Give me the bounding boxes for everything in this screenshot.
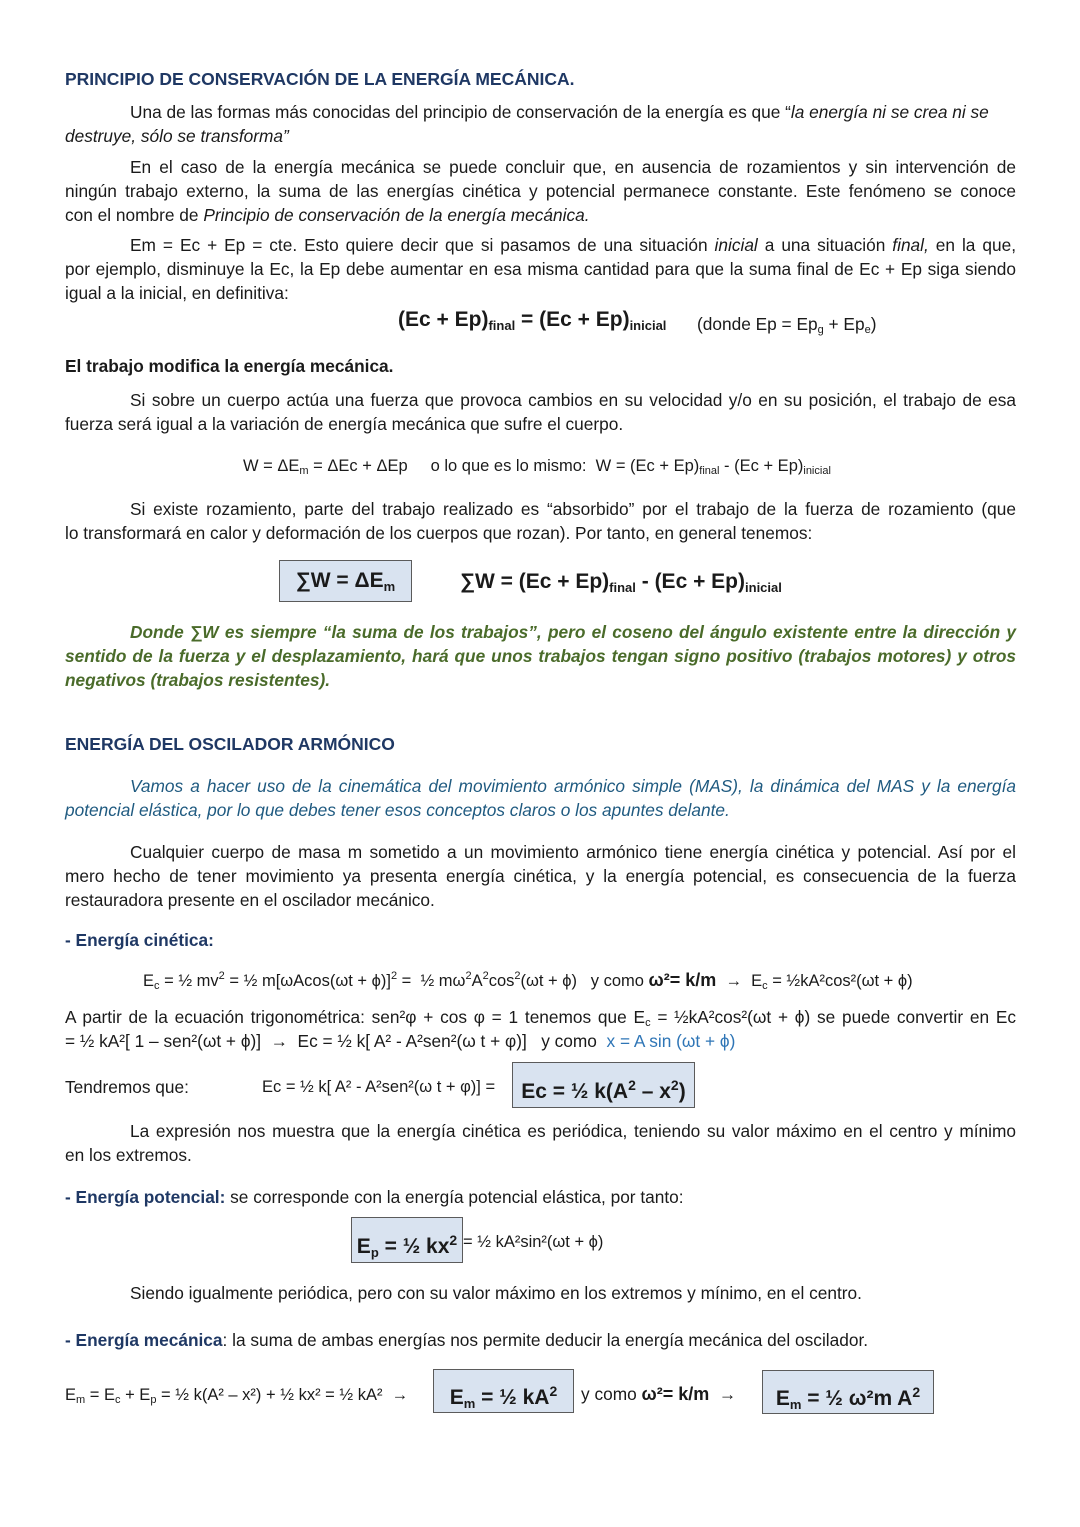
eq-part: → E [716,972,763,990]
eq-part: (donde Ep = Ep [697,314,818,334]
eq-part: = (Ec + Ep) [515,308,630,331]
text: Em = Ec + Ep = cte. Esto quiere decir que si pasamos de una situación [130,235,715,255]
paragraph-line: igual a la inicial, en definitiva: [65,283,289,303]
paragraph-line: en los extremos. [65,1145,192,1165]
eq-part: (ωt + ϕ) y como [520,972,649,990]
eq-sup: 2 [482,970,489,982]
eq-part: ∑W = ΔE [295,569,384,592]
text: a una situación [757,235,893,255]
eq-sup: 2 [514,970,521,982]
paragraph-line [130,100,989,124]
box-mechanical-2 [762,1370,934,1414]
eq-sup: 2 [218,970,225,982]
eq-sup: 2 [465,970,472,982]
eq-sub: p [370,1245,379,1260]
label-mechanical-energy: - Energía mecánica [65,1330,223,1350]
text: = ½ kA²[ 1 – sen²(ωt + ϕ)] → Ec = ½ k[ A² - A²sen²(ω t + φ)] y como [65,1031,607,1051]
eq-part: = ½ ω²m A [801,1387,913,1410]
eq-sub: m [383,579,396,594]
box-potential [351,1217,463,1263]
eq-part: = ½ k(A² – x²) + ½ kx² = ½ kA² → [156,1386,409,1404]
eq-part: – x [635,1080,671,1103]
equation-note [697,312,876,342]
eq-sub: e [864,324,871,336]
eq-part: = ΔEc + ΔEp o lo que es lo mismo: W = (Ec + Ep) [308,457,700,475]
eq-sub: final [699,465,720,477]
eq-part: = ½ kA [475,1386,550,1409]
section-title-conservation: PRINCIPIO DE CONSERVACIÓN DE LA ENERGÍA MECÁNICA. [65,69,575,89]
paragraph-line: restauradora presente en el oscilador mecánico. [65,890,435,910]
paragraph-line [130,233,1016,257]
quote-text: la energía ni se crea ni se [790,102,989,122]
eq-part: = ½ m[ωAcos(ωt + ϕ)] [224,972,391,990]
eq-part: - (Ec + Ep) [719,457,804,475]
eq-part: + E [120,1386,151,1404]
eq-sub: final [609,580,636,595]
eq-part: - (Ec + Ep) [635,570,746,593]
eq-part: ) [678,1080,686,1103]
label-potential-energy: - Energía potencial: [65,1187,226,1207]
text: : la suma de ambas energías nos permite deducir la energía mecánica del oscilador. [222,1330,869,1350]
paragraph-line: destruye, sólo se transforma” [65,126,289,146]
equation-conservation [398,308,666,338]
eq-sub: inicial [803,465,831,477]
text: se corresponde con la energía potencial elástica, por tanto: [225,1187,684,1207]
paragraph-line: lo transformará en calor y deformación de los cuerpos que rozan). Por tanto, en general tenemos: [65,523,813,543]
eq-part: ω²= k/m [648,970,717,990]
eq-sup: 2 [628,1077,636,1093]
eq-part: = ½ mv [159,972,219,990]
eq-part: ∑W = (Ec + Ep) [460,570,610,593]
eq-part: = ½ mω [397,972,466,990]
paragraph-line: Si existe rozamiento, parte del trabajo realizado es “absorbido” por el trabajo de la fuerza de rozamiento (que [130,499,1016,519]
eq-sub: m [789,1397,802,1412]
eq-sub: c [115,1394,121,1406]
text: final, [892,235,929,255]
section-title-oscillator: ENERGÍA DEL OSCILADOR ARMÓNICO [65,734,395,754]
eq-sub: m [463,1396,476,1411]
eq-part: y como [581,1384,642,1404]
paragraph-line: ningún trabajo externo, la suma de las energías cinética y potencial permanece constante. Este fenómeno se conoce [65,181,1016,201]
paragraph-line: La expresión nos muestra que la energía cinética es periódica, teniendo su valor máximo en el centro y mínimo [130,1121,1016,1141]
text: con el nombre de [65,205,204,225]
intro-line: Vamos a hacer uso de la cinemática del movimiento armónico simple (MAS), la dinámica del MAS y la energía [130,776,1016,796]
paragraph-line [65,203,590,227]
paragraph-line: Siendo igualmente periódica, pero con su valor máximo en los extremos y mínimo, en el centro. [130,1283,862,1303]
equation-tendremos: Ec = ½ k[ A² - A²sen²(ω t + φ)] = [262,1078,496,1096]
equation-work [243,454,831,483]
eq-part: = ½kA²cos²(ωt + ϕ) [767,972,913,990]
eq-sub: final [488,318,516,333]
text: = ½kA²cos²(ωt + ϕ) se puede convertir en Ec [650,1007,1016,1027]
equation-kinetic [143,964,913,998]
eq-sup: 2 [912,1384,921,1400]
eq-part: = ½ kx [378,1235,450,1258]
box-kinetic-result [512,1062,695,1108]
box-mechanical-1 [433,1369,574,1413]
section-title-work: El trabajo modifica la energía mecánica. [65,356,394,376]
eq-sub: inicial [629,318,667,333]
text: x = A sin (ωt + ϕ) [606,1031,736,1051]
eq-part: E [449,1386,464,1409]
label-kinetic-energy: - Energía cinética: [65,930,214,950]
eq-part: cos [488,972,515,990]
eq-sub: c [645,1017,651,1029]
paragraph-line: fuerza será igual a la variación de energía mecánica que sufre el cuerpo. [65,414,624,434]
text: A partir de la ecuación trigonométrica: sen²φ + cos φ = 1 tenemos que E [65,1007,646,1027]
eq-sub: inicial [745,580,782,595]
eq-sup: 2 [549,1383,558,1399]
note-line: negativos (trabajos resistentes). [65,670,331,690]
eq-part: → [709,1384,737,1404]
eq-sub: c [154,980,160,992]
eq-part: ω²= k/m [641,1384,710,1404]
equation-condition [581,1382,736,1406]
eq-part: A [471,972,483,990]
eq-part: (Ec + Ep) [398,308,489,331]
note-line: sentido de la fuerza y el desplazamiento, hará que unos trabajos tengan signo positivo (trabajos motores) y otros [65,646,1016,666]
equation-mechanical [65,1383,408,1412]
eq-sub: g [817,324,824,336]
equation-potential-rest: = ½ kA²sin²(ωt + ϕ) [463,1233,604,1251]
eq-part: E [356,1235,371,1258]
paragraph-line: En el caso de la energía mecánica se puede concluir que, en ausencia de rozamientos y sin intervención de [130,157,1016,177]
eq-part: Ec = ½ k(A [521,1080,629,1103]
paragraph-line: por ejemplo, disminuye la Ec, la Ep debe aumentar en esa misma cantidad para que la suma final de Ec + Ep siga siendo [65,259,1016,279]
text: en la que, [928,235,1017,255]
box-sum-work [279,560,412,602]
paragraph-line: mero hecho de tener movimiento ya presenta energía cinética, y la energía potencial, es consecuencia de la fuerza [65,866,1016,886]
text: inicial [714,235,758,255]
paragraph-line [65,1185,684,1209]
eq-sub: p [150,1394,157,1406]
eq-sup: 2 [449,1232,458,1248]
paragraph-line: Si sobre un cuerpo actúa una fuerza que provoca cambios en su velocidad y/o en su posición, el trabajo de esa [130,390,1016,410]
eq-part: = E [85,1386,115,1404]
eq-sub: m [299,465,309,477]
eq-sub: m [76,1394,86,1406]
eq-sup: 2 [390,970,398,982]
equation-sum-work [460,570,782,600]
intro-line: potencial elástica, por lo que debes tener esos conceptos claros o los apuntes delante. [65,800,730,820]
eq-sup: 2 [670,1077,679,1093]
eq-part: ) [870,314,877,334]
paragraph-line [65,1328,868,1352]
eq-part: E [143,972,155,990]
eq-part: + Ep [823,314,865,334]
eq-sub: c [762,980,768,992]
paragraph-line [65,1029,735,1053]
eq-part: W = ΔE [243,457,300,475]
text: Una de las formas más conocidas del principio de conservación de la energía es que “ [130,102,791,122]
eq-part: E [775,1387,790,1410]
eq-part: E [65,1386,77,1404]
label-tendremos: Tendremos que: [65,1077,189,1097]
note-line: Donde ∑W es siempre “la suma de los trabajos”, pero el coseno del ángulo existente entre la dirección y [130,622,1016,642]
paragraph-line: Cualquier cuerpo de masa m sometido a un movimiento armónico tiene energía cinética y potencial. Así por el [130,842,1016,862]
principle-name: Principio de conservación de la energía mecánica. [203,205,590,225]
